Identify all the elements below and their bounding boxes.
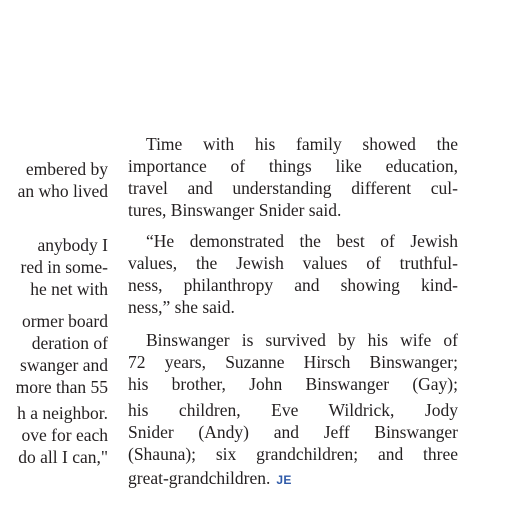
left-column-line: anybody I — [37, 235, 108, 255]
left-column-line: more than 55 — [15, 377, 108, 397]
right-column-line: “He demonstrated the best of Jewish — [146, 231, 458, 251]
end-mark: JE — [276, 473, 292, 487]
right-column-line: (Shauna); six grandchildren; and three — [128, 444, 458, 464]
right-column-last-line — [128, 467, 458, 489]
left-column-line: embered by — [25, 159, 108, 179]
right-column-line: Binswanger is survived by his wife of — [146, 330, 458, 350]
left-column-line: ormer board — [21, 311, 108, 331]
right-column-line: Time with his family showed the — [146, 134, 458, 154]
right-column-line-text: great-grandchildren. — [128, 468, 271, 488]
left-column-line: h a neighbor. — [17, 403, 108, 423]
left-column-line: an who lived — [17, 181, 108, 201]
left-column-line: he net with — [30, 279, 108, 299]
right-column-line: 72 years, Suzanne Hirsch Binswanger; — [128, 352, 458, 372]
left-column-line: deration of — [31, 333, 108, 353]
right-column-line: his brother, John Binswanger (Gay); — [128, 374, 458, 394]
right-column-line: travel and understanding different cul- — [128, 178, 458, 198]
right-column-line: tures, Binswanger Snider said. — [128, 200, 342, 220]
left-column-line: swanger and — [20, 355, 108, 375]
right-column-line: ness, philanthropy and showing kind- — [128, 275, 458, 295]
right-column-line: importance of things like education, — [128, 156, 458, 176]
right-column-line: values, the Jewish values of truthful- — [128, 253, 458, 273]
right-column-line: Snider (Andy) and Jeff Binswanger — [128, 422, 458, 442]
right-column-line: his children, Eve Wildrick, Jody — [128, 400, 458, 420]
right-column-line: ness,” she said. — [128, 297, 235, 317]
left-column-line: do all I can," — [18, 447, 108, 467]
left-column-line: ove for each — [21, 425, 108, 445]
left-column-line: red in some- — [20, 257, 108, 277]
